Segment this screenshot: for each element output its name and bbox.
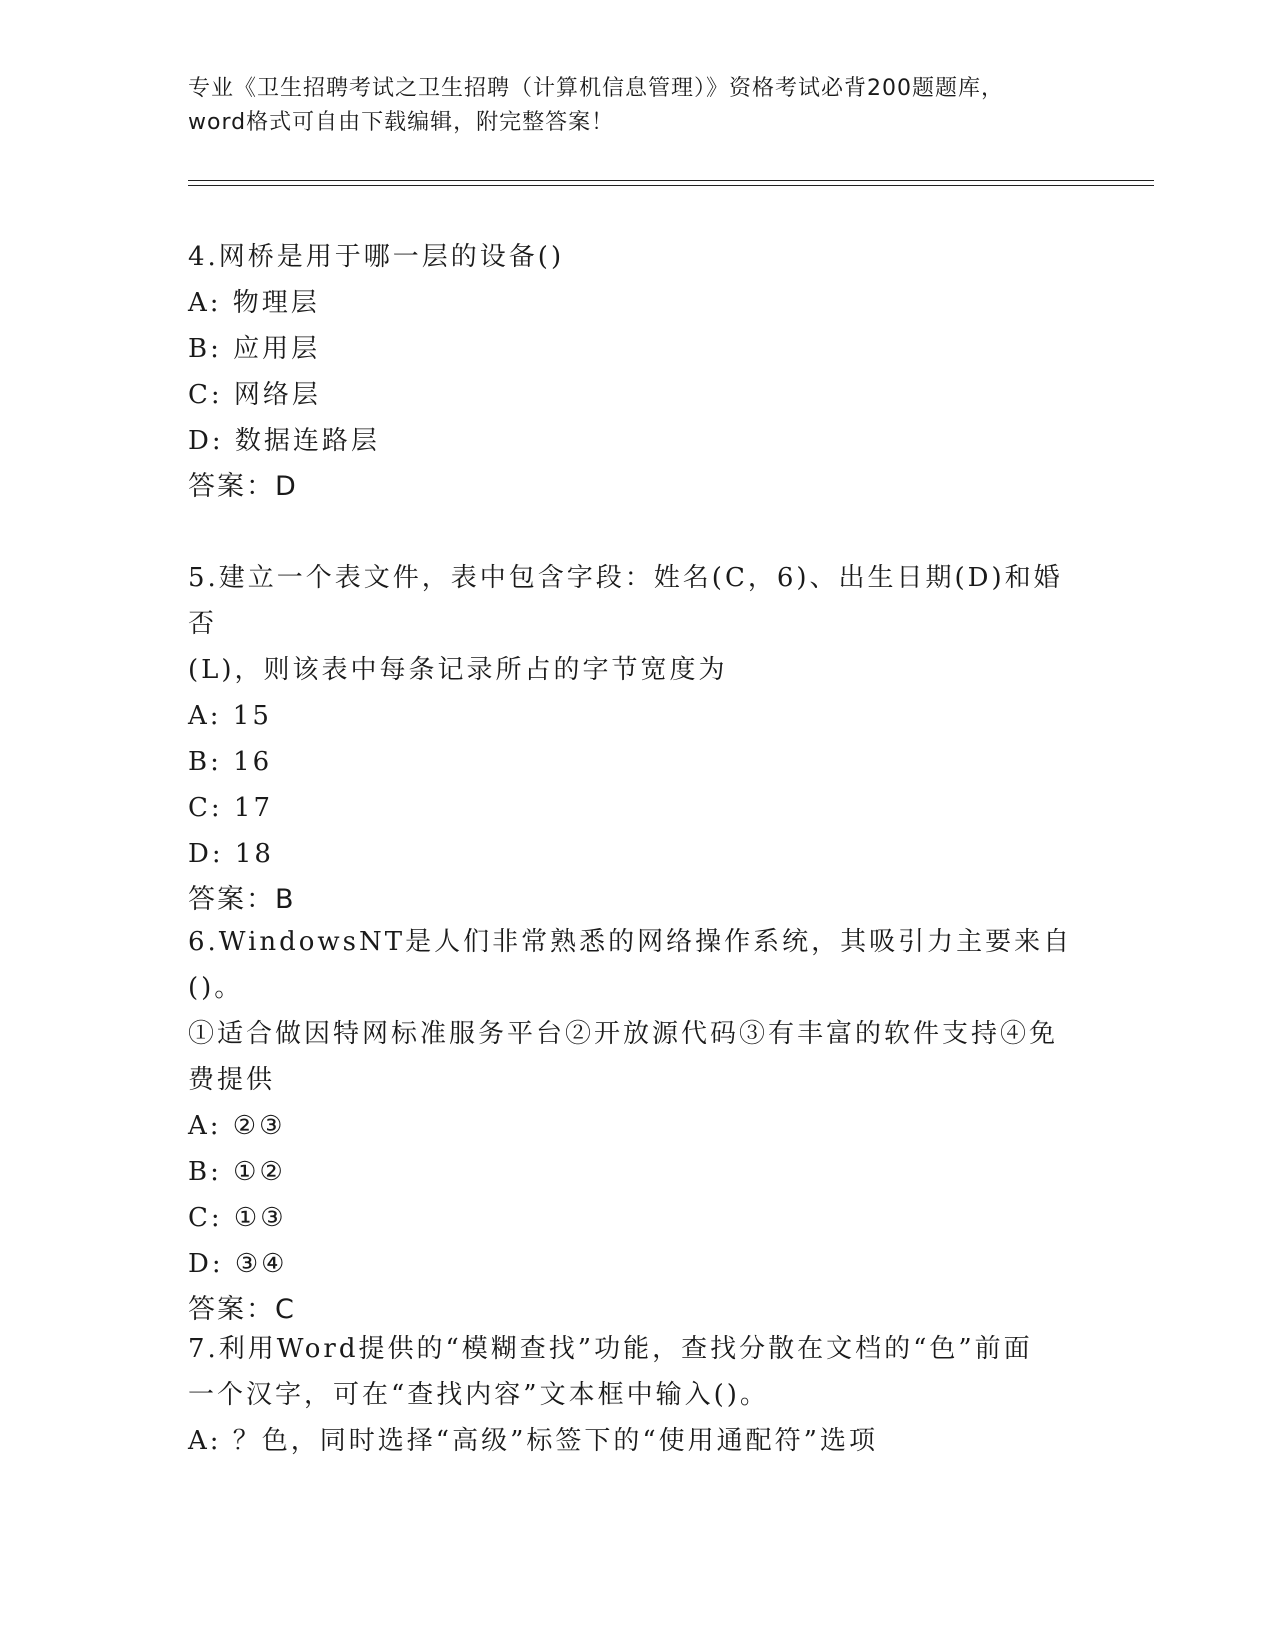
option-d: D: ③④ — [188, 1249, 288, 1279]
header-line-2: word格式可自由下载编辑，附完整答案！ — [188, 110, 615, 135]
header-line-1: 专业《卫生招聘考试之卫生招聘（计算机信息管理）》资格考试必背200题题库， — [188, 76, 1004, 101]
answer: 答案：B — [188, 884, 296, 915]
question-title-line-1: 6.WindowsNT是人们非常熟悉的网络操作系统，其吸引力主要来自()。 — [188, 927, 1073, 1003]
option-c: C: 17 — [188, 793, 274, 823]
option-d: D: 数据连路层 — [188, 426, 380, 456]
question-4 — [188, 234, 1088, 510]
question-title-line-2: (L)，则该表中每条记录所占的字节宽度为 — [188, 655, 728, 685]
option-a: A: ？色，同时选择“高级”标签下的“使用通配符”选项 — [188, 1426, 878, 1456]
answer: 答案：D — [188, 471, 298, 502]
option-a: A: ②③ — [188, 1111, 286, 1141]
question-5 — [188, 555, 1088, 923]
question-title-line-3: 费提供 — [188, 1065, 276, 1095]
option-a: A: 物理层 — [188, 288, 320, 318]
option-c: C: ①③ — [188, 1203, 287, 1233]
option-c: C: 网络层 — [188, 380, 321, 410]
question-title-line-2: 一个汉字，可在“查找内容”文本框中输入()。 — [188, 1380, 769, 1410]
question-title: 4.网桥是用于哪一层的设备() — [188, 242, 565, 272]
header-divider-top — [188, 180, 1154, 181]
header-divider-bottom — [188, 185, 1154, 186]
question-7 — [188, 1326, 1088, 1464]
option-b: B: ①② — [188, 1157, 286, 1187]
option-d: D: 18 — [188, 839, 274, 869]
question-title-line-1: 7.利用Word提供的“模糊查找”功能，查找分散在文档的“色”前面 — [188, 1334, 1033, 1364]
question-title-line-1: 5.建立一个表文件，表中包含字段：姓名(C，6)、出生日期(D)和婚否 — [188, 563, 1063, 639]
option-b: B: 16 — [188, 747, 273, 777]
question-title-line-2: ①适合做因特网标准服务平台②开放源代码③有丰富的软件支持④免 — [188, 1019, 1059, 1049]
answer: 答案：C — [188, 1294, 296, 1325]
document-header — [188, 72, 1088, 140]
question-6 — [188, 919, 1088, 1333]
option-a: A: 15 — [188, 701, 272, 731]
option-b: B: 应用层 — [188, 334, 321, 364]
